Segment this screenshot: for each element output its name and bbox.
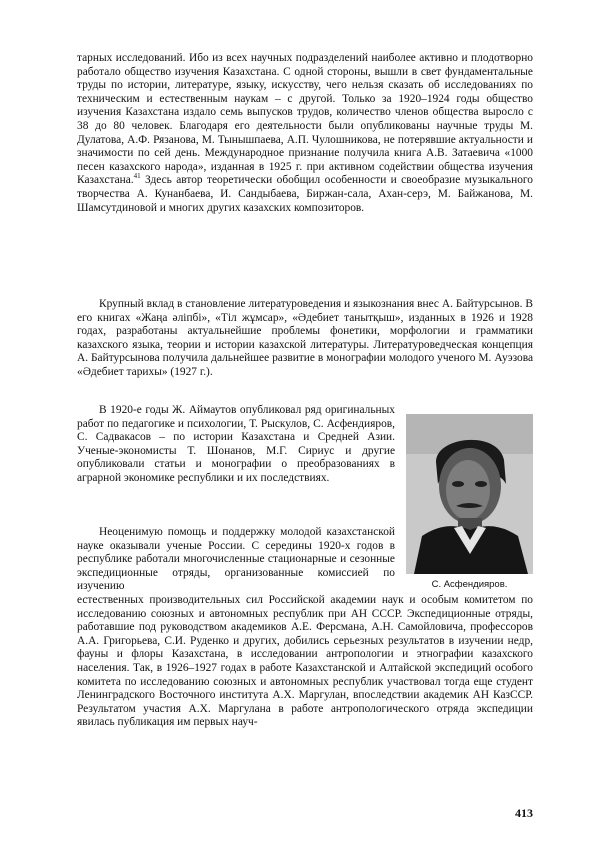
- paragraph-1-tail: Здесь автор теоретически обобщил особенности и своеобразие музыкального творчества А. Кунанбаева, И. Сандыбаева, Биржан-сала, Ахан-серэ, М. Байжанова, М. Шамсутдиновой и многих других казахских композиторов.: [77, 174, 533, 214]
- portrait-photo: [406, 414, 533, 574]
- paragraph-4-head: Неоценимую помощь и поддержку молодой казахстанской науке оказывали ученые России. С середины 1920-х годов в республике работали многочисленные стационарные и сезонные экспедиционные отряды, организованные комиссией по изучению: [77, 526, 395, 593]
- paragraph-2: Крупный вклад в становление литературоведения и языкознания внес А. Байтурсынов. В его книгах «Жаңа әліпбі», «Тіл жұмсар», «Әдебиет танытқыш», изданных в 1926 и 1928 годах, разработаны актуальнейшие проблемы фонетики, морфологии и грамматики казахского языка, теории и истории казахской литературы. Литературоведческая концепция А. Байтурсынова получила дальнейшее развитие в монографии молодого ученого М. Ауэзова «Әдебиет тарихы» (1927 г.).: [77, 298, 533, 378]
- paragraph-1-text: тарных исследований. Ибо из всех научных подразделений наиболее активно и плодотворно работало общество изучения Казахстана. С одной стороны, вышли в свет фундаментальные труды по истории, литературе, языку, искусству, чего нельзя сказать об исследованиях по техническим и естественным наукам – с другой. Только за 1920–1924 годы общество изучения Казахстана издало семь выпусков трудов, количество членов общества выросло с 38 до 80 человек. Благодаря его деятельности были опубликованы научные труды М. Дулатова, А.Ф. Рязанова, М. Тынышпаева, А.П. Чулошникова, не потерявшие актуальности и значимости по сей день. Международное признание получила книга А.В. Затаевича «1000 песен казахского народа», изданная в 1925 г. при активном содействии общества изучения Казахстана.: [77, 52, 533, 187]
- footnote-ref: 41: [133, 172, 141, 181]
- paragraph-4-tail: естественных производительных сил Российской академии наук и особым комитетом по исследованию союзных и автономных республик при АН СССР. Экспедиционные отряды, работавшие под руководством академиков А.Е. Ферсмана, А.Н. Самойловича, профессоров А.А. Григорьева, С.И. Руденко и других, добились серьезных результатов в изучении недр, фауны и флоры Казахстана, в исследовании антропологии и этнографии казахского населения. Так, в 1926–1927 годах в работе Казахстанской и Алтайской экспедиций особого комитета по исследованию союзных и автономных республик участвовал тогда еще студент Ленинградского Восточного института А.Х. Маргулан, впоследствии академик АН КазССР. Результатом участия А.Х. Маргулана в работе антропологического отряда экспедиции явилась публикация им первых науч-: [77, 594, 533, 729]
- paragraph-1: [77, 52, 533, 215]
- page-number: 413: [515, 806, 533, 820]
- portrait-image: [406, 414, 533, 574]
- photo-caption: С. Асфендияров.: [431, 579, 508, 590]
- paragraph-3: В 1920-е годы Ж. Аймаутов опубликовал ряд оригинальных работ по педагогике и психологии, Т. Рыскулов, С. Асфендияров, С. Садвакасов – по истории Казахстана и Средней Азии. Ученые-экономисты Т. Шонанов, М.Г. Сириус и другие опубликовали статьи и монографии о преобразованиях в аграрной экономике республики и их последствиях.: [77, 404, 395, 484]
